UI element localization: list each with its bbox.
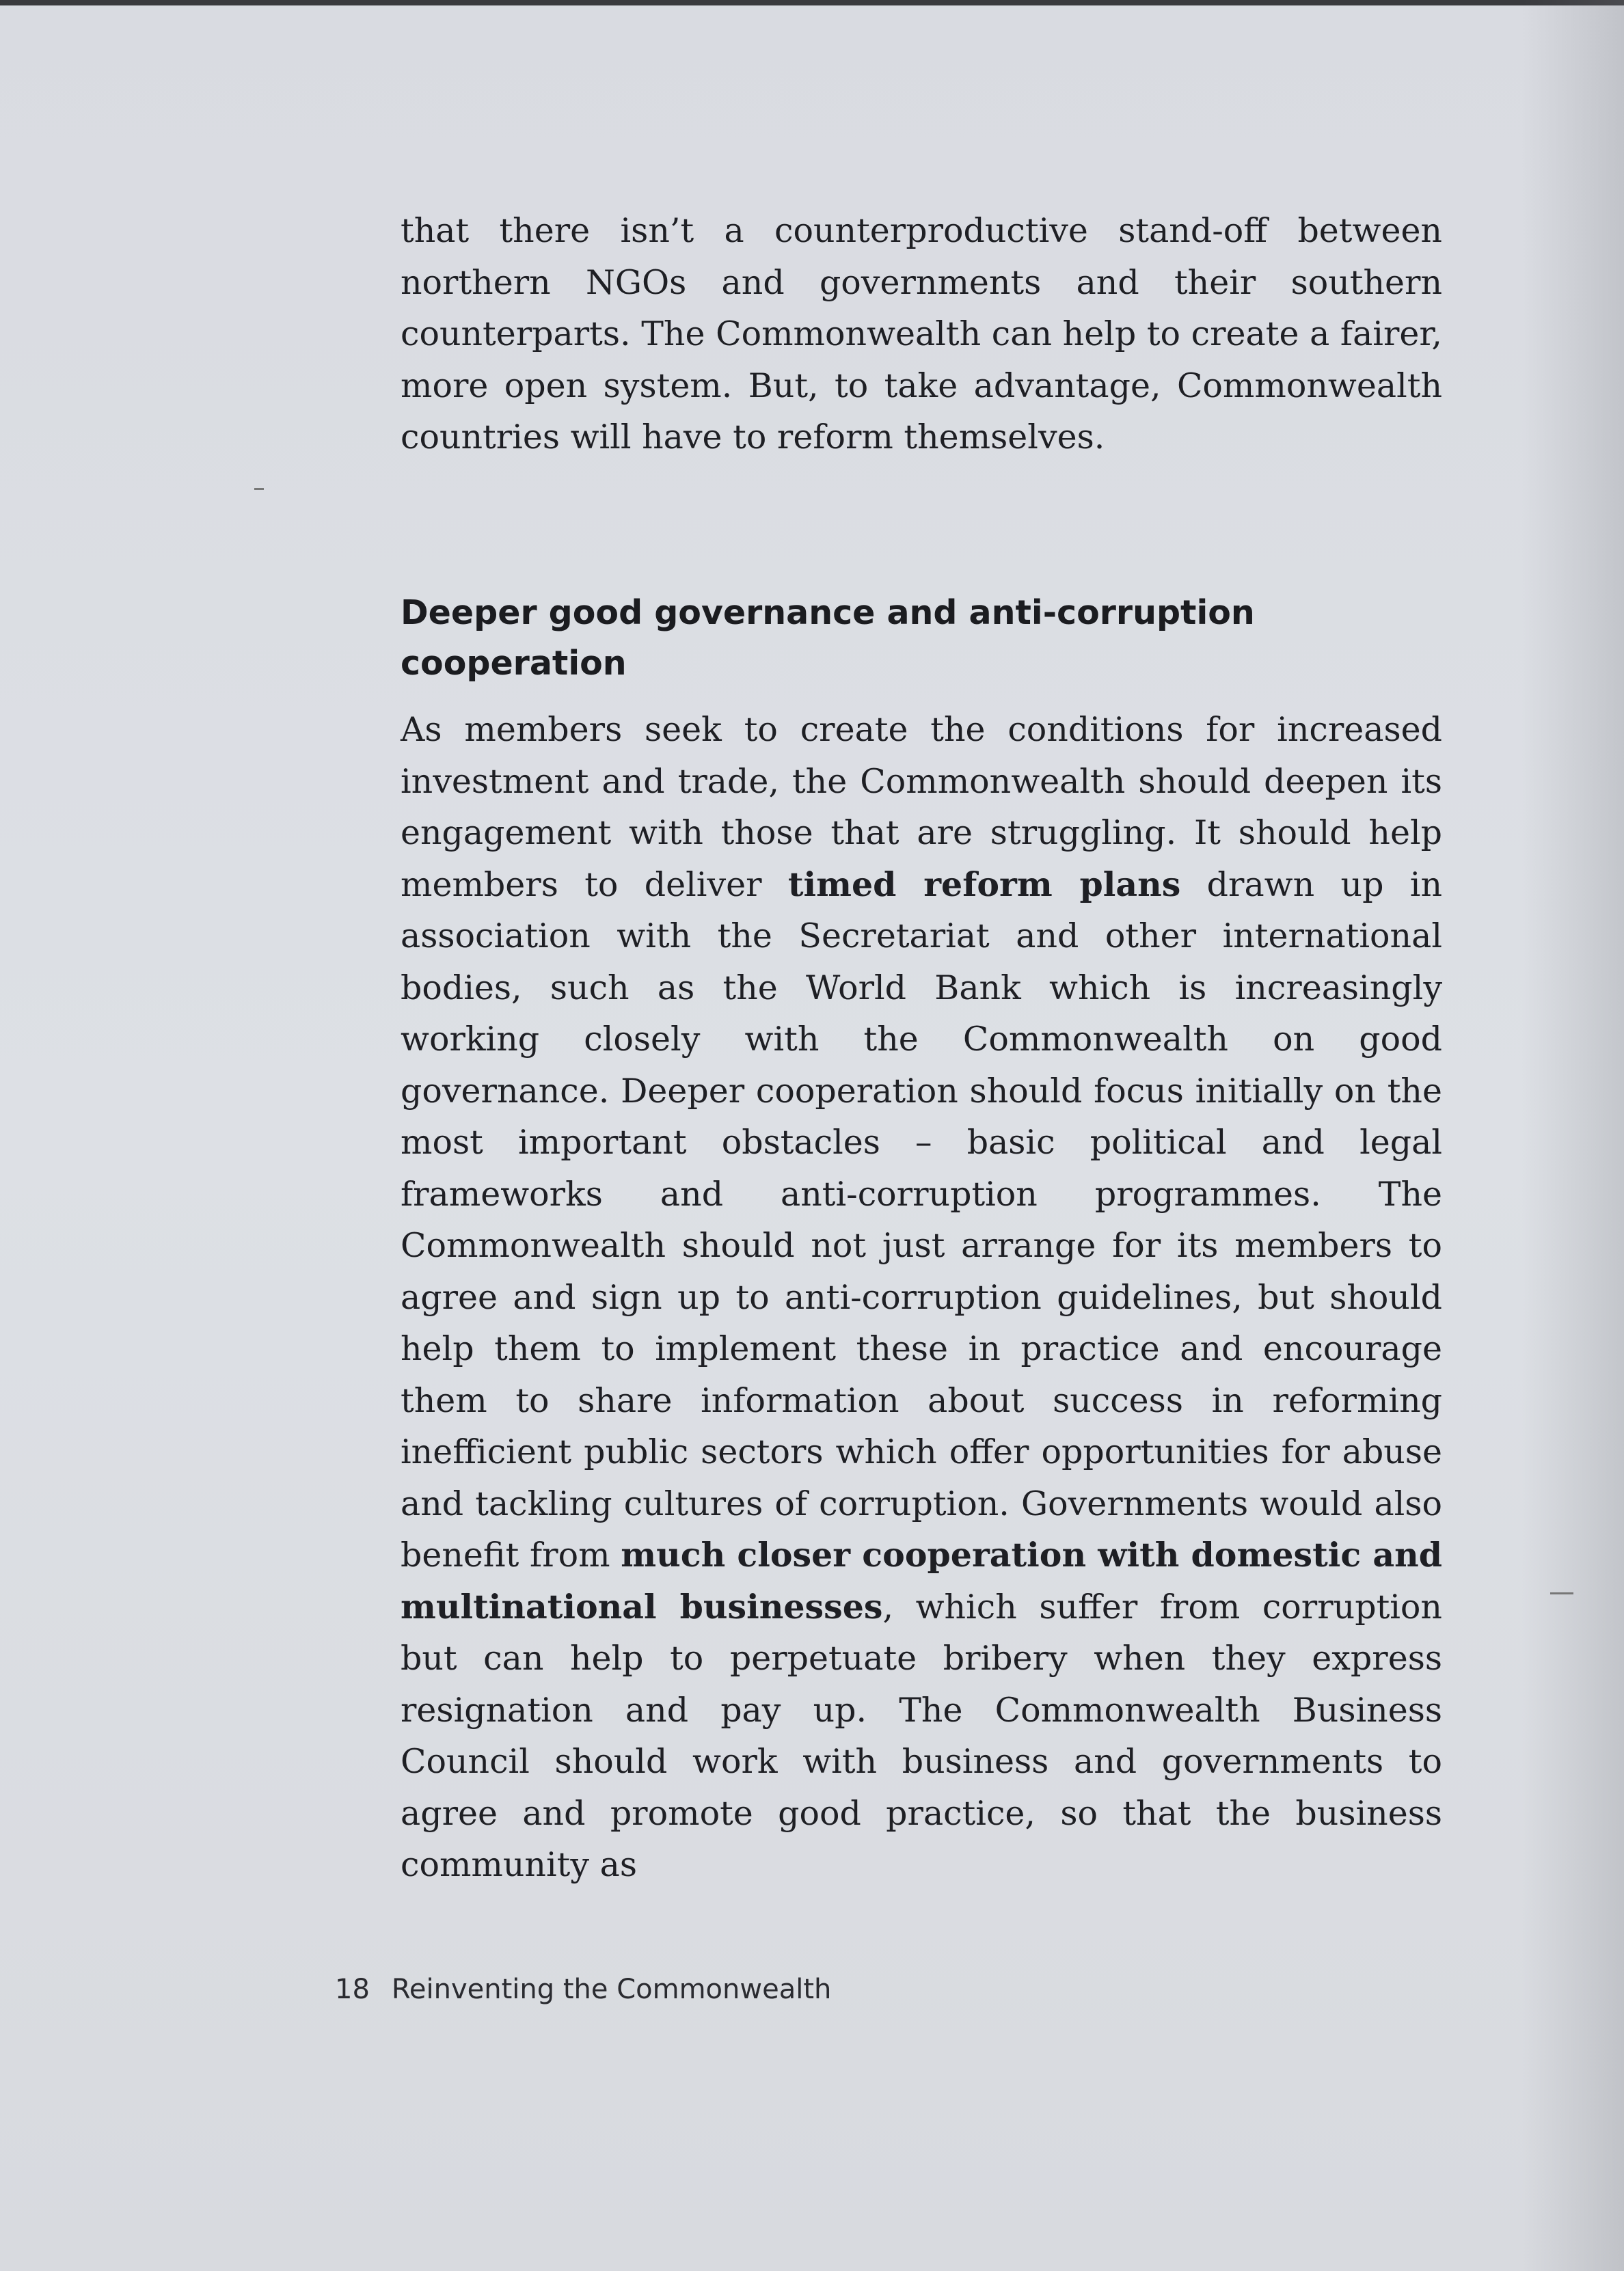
margin-mark [254, 488, 264, 490]
margin-mark [1550, 1592, 1573, 1594]
text-run: , which suffer from corruption but can help to perpetuate bribery when they express resignation and pay up. The Commonwealth Business Council should work with business and governments to agree and promote good practice, so that the business community as [401, 1587, 1442, 1884]
section-heading: Deeper good governance and anti-corruption cooperation [401, 593, 1255, 683]
bold-phrase-business-cooperation: much closer cooperation with domestic and multinational businesses [401, 1535, 1442, 1627]
page-edge-shadow [1521, 0, 1624, 2271]
text-run: As members seek to create the conditions for increased investment and trade, the Commonwealth should deepen its engagement with those that are struggling. It should help members to deliver [401, 710, 1442, 904]
text-run: drawn up in association with the Secretariat and other international bodies, such as the World Bank which is increasingly working closely with the Commonwealth on good governance. Deeper cooperation should focus initially on the most important obstacles – basic political and legal frameworks and anti-corruption programmes. The Commonwealth should not just arrange for its members to agree and sign up to anti-corruption guidelines, but should help them to implement these in practice and encourage them to share information about success in reforming inefficient public sectors which offer opportunities for abuse and tackling cultures of corruption. Governments would also benefit from [401, 865, 1443, 1575]
paragraph-intro: that there isn’t a counterproductive stand-off between northern NGOs and governments and their southern counterparts. The Commonwealth can help to create a fairer, more open system. But, to take advantage, Commonwealth countries will have to reform themselves. [401, 211, 1442, 457]
scan-edge [0, 0, 1624, 5]
paragraph-main [401, 704, 1442, 1891]
page-footer [335, 1974, 831, 2005]
page-number: 18 [335, 1974, 370, 2005]
running-title: Reinventing the Commonwealth [391, 1974, 832, 2005]
bold-phrase-reform-plans: timed reform plans [787, 864, 1181, 904]
